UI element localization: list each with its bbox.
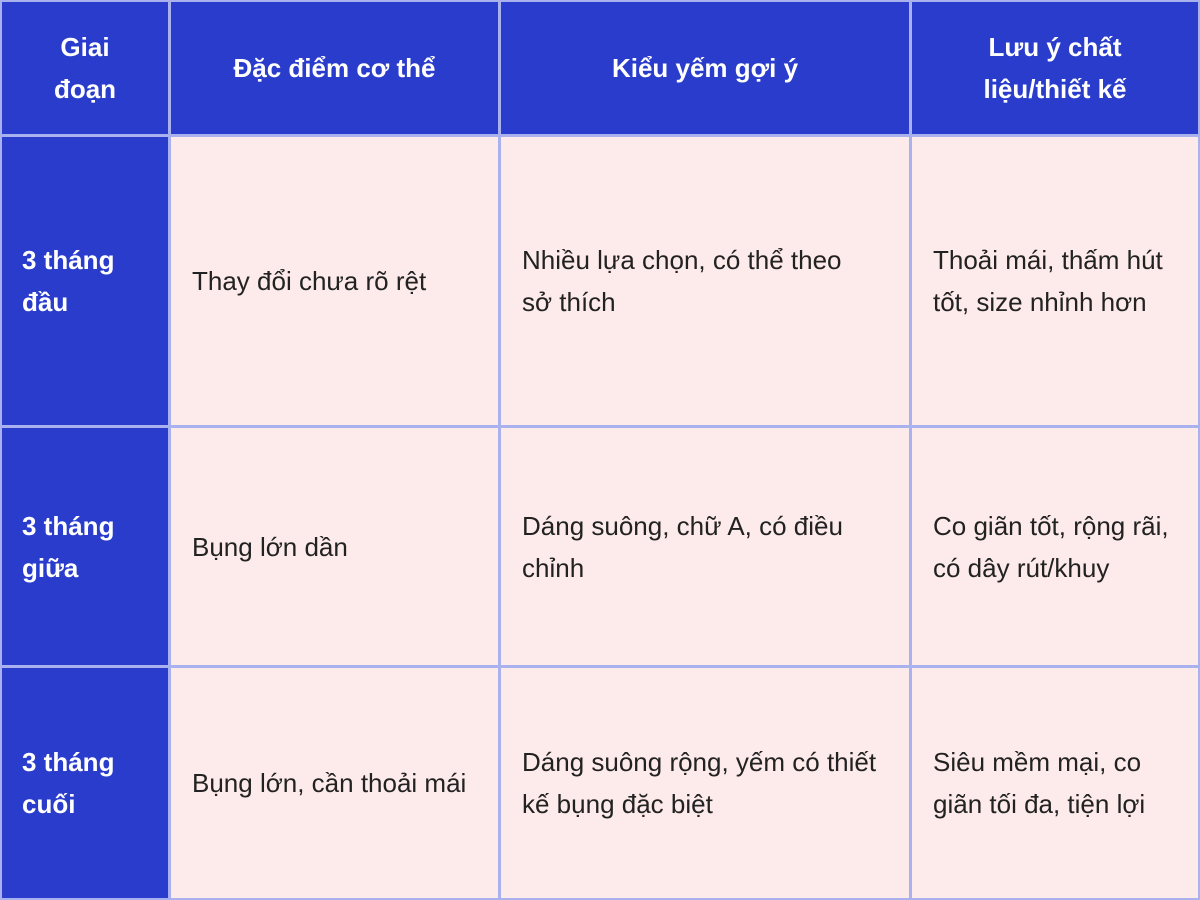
table-row-1-notes [912,137,1198,425]
header-suggested-style-label: Kiểu yếm gợi ý [611,53,799,83]
header-suggested-style [501,2,909,134]
table-row-3-notes [912,668,1198,898]
body-trait-text: Thay đổi chưa rõ rệt [192,266,427,296]
table-row-3-body [171,668,498,898]
table-row-3-style [501,668,909,898]
table-row-2-stage [2,428,168,665]
body-trait-text: Bụng lớn, cần thoải mái [192,768,467,798]
style-text: Dáng suông, chữ A, có điều chỉnh [522,510,843,583]
notes-text: Co giãn tốt, rộng rãi, có dây rút/khuy [933,510,1169,583]
header-body-traits [171,2,498,134]
table-row-1-body [171,137,498,425]
header-stage-label: Giai đoạn [53,32,117,104]
body-trait-text: Bụng lớn dần [192,531,348,562]
table-row-2-style [501,428,909,665]
header-material-notes [912,2,1198,134]
stage-label: 3 tháng đầu [22,245,115,317]
table-row-1-style [501,137,909,425]
table-row-1-stage [2,137,168,425]
header-material-notes-label: Lưu ý chất liệu/thiết kế [983,32,1127,104]
header-stage [2,2,168,134]
stage-label: 3 tháng giữa [22,510,115,583]
stage-label: 3 tháng cuối [22,747,115,819]
table-row-2-body [171,428,498,665]
header-body-traits-label: Đặc điểm cơ thể [233,53,436,83]
style-text: Nhiều lựa chọn, có thể theo sở thích [522,245,842,317]
table-row-3-stage [2,668,168,898]
table-row-2-notes [912,428,1198,665]
notes-text: Siêu mềm mại, co giãn tối đa, tiện lợi [933,747,1146,819]
style-text: Dáng suông rộng, yếm có thiết kế bụng đặc biệt [522,747,877,819]
notes-text: Thoải mái, thấm hút tốt, size nhỉnh hơn [933,245,1163,317]
